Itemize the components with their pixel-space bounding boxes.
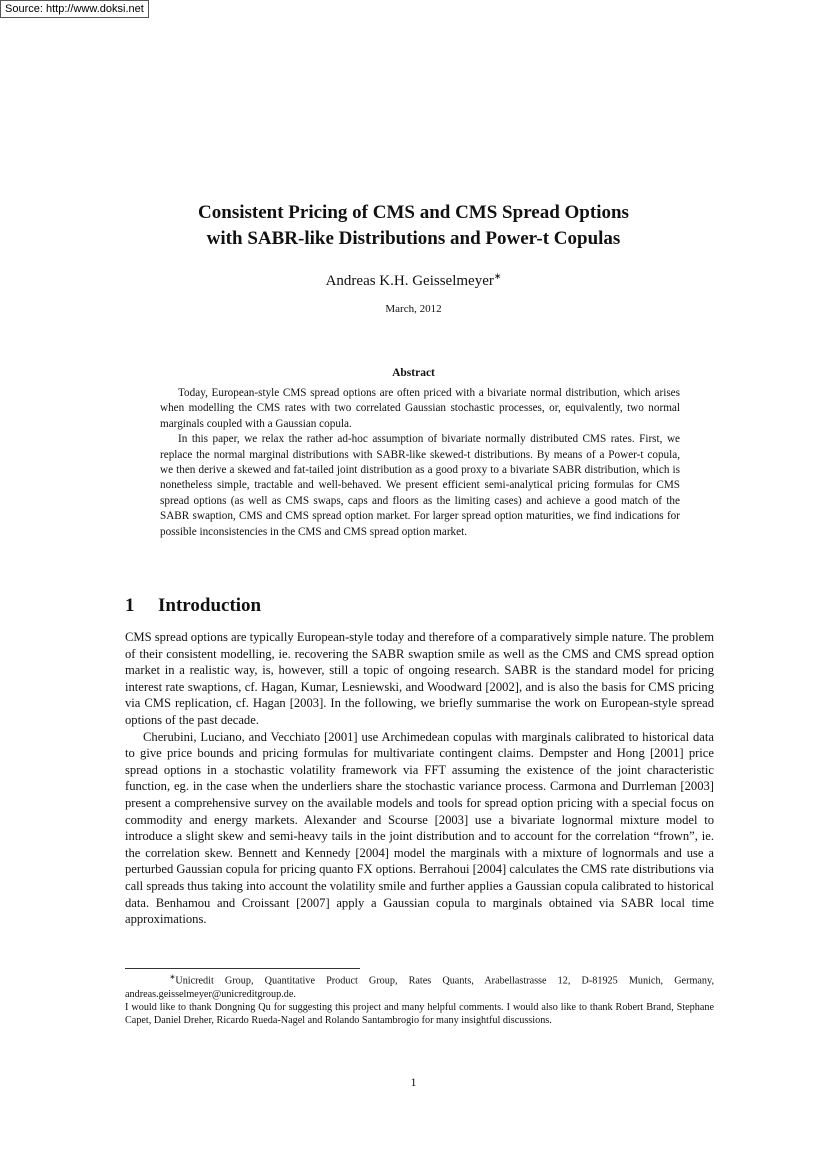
author-name: Andreas K.H. Geisselmeyer bbox=[325, 273, 494, 289]
footnote-mark: ∗ bbox=[169, 973, 176, 981]
body-paragraph: CMS spread options are typically European-style today and therefore of a comparatively simple nature. The problem of their consistent modelling, ie. recovering the SABR swaption smile as well as the CMS and CMS spread option market in a realistic way, is, however, still a topic of ongoing research. SABR is the standard model for pricing interest rate swaptions, cf. Hagan, Kumar, Lesniewski, and Woodward [2002], and is also the basis for CMS pricing via CMS replication, cf. Hagan [2003]. In the following, we briefly summarise the work on European-style spread options of the past decade. bbox=[125, 630, 714, 727]
source-label: Source: http://www.doksi.net bbox=[0, 0, 149, 18]
page-number: 1 bbox=[410, 1075, 417, 1089]
section-title: Introduction bbox=[158, 595, 262, 616]
footnote-acknowledgement: I would like to thank Dongning Qu for suggesting this project and many helpful comments. I would also like to thank Robert Brand, Stephane Capet, Daniel Dreher, Ricardo Rueda-Nagel and Rolando Santambrogio for many insightful discussions. bbox=[125, 1001, 714, 1026]
title-line-2: with SABR-like Distributions and Power-t Copulas bbox=[206, 228, 621, 249]
footnotes bbox=[125, 971, 714, 1027]
author-line bbox=[100, 266, 727, 291]
section-number: 1 bbox=[125, 595, 135, 616]
abstract-paragraph: Today, European-style CMS spread options are often priced with a bivariate normal distribution, which arises when modelling the CMS rates with two correlated Gaussian stochastic processes, or, equivalently, two normal marginals coupled with a Gaussian copula. bbox=[160, 387, 680, 430]
footnote-rule bbox=[125, 968, 360, 969]
footnote-affiliation-text: Unicredit Group, Quantitative Product Group, Rates Quants, Arabellastrasse 12, D-81925 Munich, Germany, andreas.geisselmeyer@unicreditgroup.de. bbox=[125, 975, 714, 1000]
title-line-1: Consistent Pricing of CMS and CMS Spread Options bbox=[198, 202, 629, 223]
abstract-body bbox=[160, 386, 680, 540]
paper-title bbox=[100, 200, 727, 252]
publication-date: March, 2012 bbox=[385, 303, 442, 315]
body-paragraph: Cherubini, Luciano, and Vecchiato [2001] use Archimedean copulas with marginals calibrated to historical data to give price bounds and pricing formulas for multivariate contingent claims. Dempster and Hong [2001] price spread options in a stochastic volatility framework via FFT assuming the existence of the joint characteristic function, eg. in the case when the underliers share the stochastic variance process. Carmona and Durrleman [2003] present a comprehensive survey on the available models and tools for spread option pricing with a special focus on commodity and energy markets. Alexander and Scourse [2003] use a bivariate lognormal mixture model to introduce a slight skew and semi-heavy tails in the joint distribution and to account for the correlation “frown”, ie. the correlation skew. Bennett and Kennedy [2004] model the marginals with a mixture of lognormals and use a perturbed Gaussian copula for pricing quanto FX options. Berrahoui [2004] calculates the CMS rate distributions via call spreads thus taking into account the volatility smile and further applies a Gaussian copula calibrated to historical data. Benhamou and Croissant [2007] apply a Gaussian copula to marginals obtained via SABR local time approximations. bbox=[125, 729, 714, 927]
author-footnote-mark[interactable]: ∗ bbox=[493, 271, 502, 281]
abstract-heading: Abstract bbox=[392, 367, 435, 379]
section-heading bbox=[125, 594, 715, 618]
section-body bbox=[125, 629, 714, 928]
abstract-paragraph: In this paper, we relax the rather ad-hoc assumption of bivariate normally distributed CMS rates. First, we replace the normal marginal distributions with SABR-like skewed-t distributions. By means of a Power-t copula, we then derive a skewed and fat-tailed joint distribution as a good proxy to a bivariate SABR distribution, which is nonetheless simple, tractable and well-behaved. We present efficient semi-analytical pricing formulas for CMS spread options (as well as CMS swaps, caps and floors as the limiting cases) and achieve a good match of the SABR swaption, CMS and CMS spread option market. For larger spread option maturities, we find indications for possible inconsistencies in the CMS and CMS spread option market. bbox=[160, 433, 680, 538]
footnote-affiliation bbox=[125, 971, 714, 1001]
